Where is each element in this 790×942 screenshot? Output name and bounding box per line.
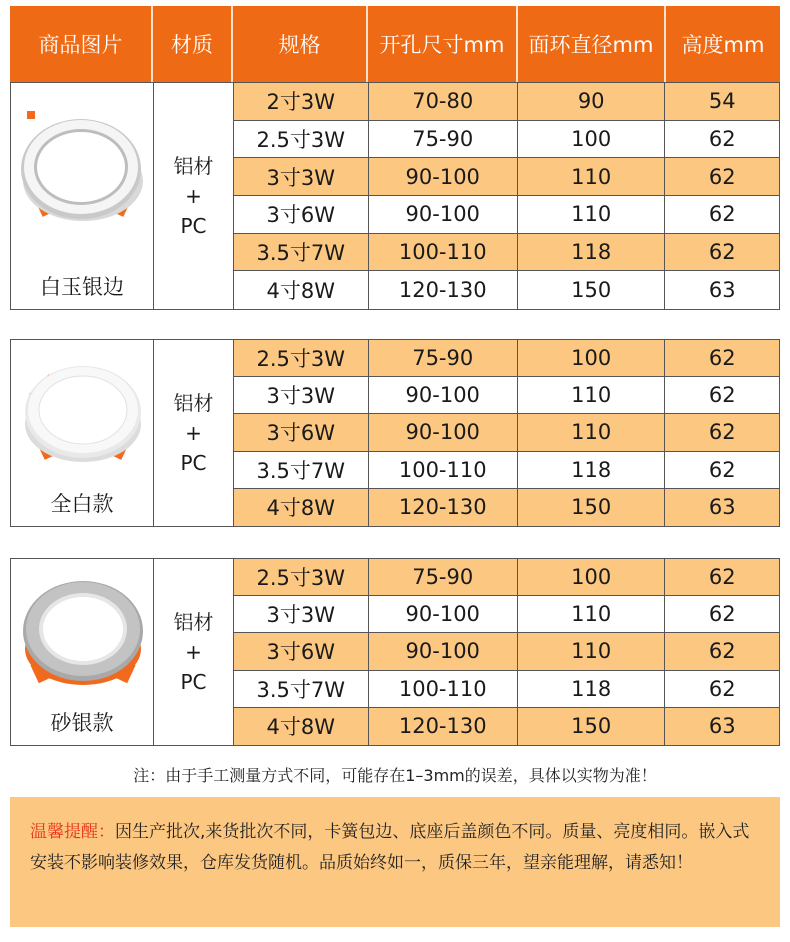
- material-line: +: [185, 640, 202, 664]
- cutout-size-cell: 120-130: [369, 489, 518, 526]
- group-caption: 砂银款: [50, 711, 114, 735]
- ring-diameter-cell: 100: [518, 340, 665, 376]
- cutout-size-cell: 90-100: [369, 596, 518, 632]
- height-cell: 62: [708, 239, 736, 264]
- height-cell: 63: [708, 278, 736, 303]
- group-caption: 全白款: [50, 492, 114, 516]
- product-image-cell: [11, 340, 154, 526]
- spec-cell: 4寸8W: [234, 271, 369, 309]
- material-cell: [154, 83, 234, 309]
- header-cutout-size: 开孔尺寸mm: [368, 6, 518, 82]
- height-cell: 62: [708, 164, 736, 189]
- material-line: PC: [180, 214, 207, 238]
- spec-cell: 3寸6W: [234, 633, 369, 669]
- height-cell: 62: [708, 126, 736, 151]
- ring-diameter-cell: 118: [518, 234, 665, 271]
- spec-cell: 3.5寸7W: [234, 671, 369, 707]
- cutout-size-cell: 100-110: [369, 452, 518, 488]
- table-row: [234, 671, 779, 708]
- ring-diameter-cell: 110: [518, 414, 665, 450]
- spec-rows: [234, 559, 779, 745]
- group-caption: 白玉银边: [40, 275, 124, 299]
- spec-cell: 2寸3W: [234, 83, 369, 120]
- cutout-size-cell: 100-110: [369, 234, 518, 271]
- height-cell: 62: [708, 639, 736, 664]
- height-cell: 63: [708, 714, 736, 739]
- table-header: [10, 6, 780, 82]
- table-row: [234, 196, 779, 234]
- ring-diameter-cell: 150: [518, 489, 665, 526]
- downlight-silver-edge-image: [19, 103, 147, 233]
- cutout-size-cell: 100-110: [369, 671, 518, 707]
- ring-diameter-cell: 110: [518, 196, 665, 233]
- height-cell: 62: [708, 383, 736, 408]
- spec-rows: [234, 83, 779, 309]
- table-row: [234, 234, 779, 272]
- table-row: [234, 559, 779, 596]
- material-line: +: [185, 421, 202, 445]
- spec-cell: 4寸8W: [234, 708, 369, 745]
- table-row: [234, 489, 779, 526]
- spec-cell: 3.5寸7W: [234, 452, 369, 488]
- height-cell: 54: [708, 89, 736, 114]
- spec-cell: 3寸6W: [234, 414, 369, 450]
- ring-diameter-cell: 118: [518, 671, 665, 707]
- height-cell: 62: [708, 457, 736, 482]
- table-row: [234, 633, 779, 670]
- cutout-size-cell: 70-80: [369, 83, 518, 120]
- material-line: +: [185, 184, 202, 208]
- product-group-all-white: [10, 339, 780, 527]
- spec-cell: 3寸3W: [234, 596, 369, 632]
- table-row: [234, 377, 779, 414]
- ring-diameter-cell: 110: [518, 633, 665, 669]
- warm-reminder-label: 温馨提醒：: [30, 822, 115, 842]
- material-line: 铝材: [173, 610, 214, 634]
- spec-cell: 4寸8W: [234, 489, 369, 526]
- table-row: [234, 83, 779, 121]
- product-image-cell: [11, 83, 154, 309]
- header-product-image: 商品图片: [10, 6, 153, 82]
- height-cell: 62: [708, 565, 736, 590]
- cutout-size-cell: 75-90: [369, 559, 518, 595]
- header-spec: 规格: [233, 6, 368, 82]
- ring-diameter-cell: 150: [518, 271, 665, 309]
- table-row: [234, 414, 779, 451]
- table-row: [234, 121, 779, 159]
- spec-cell: 3寸3W: [234, 158, 369, 195]
- table-row: [234, 158, 779, 196]
- spec-cell: 3寸3W: [234, 377, 369, 413]
- cutout-size-cell: 120-130: [369, 708, 518, 745]
- height-cell: 62: [708, 420, 736, 445]
- ring-diameter-cell: 150: [518, 708, 665, 745]
- header-material: 材质: [153, 6, 233, 82]
- table-row: [234, 596, 779, 633]
- header-height: 高度mm: [681, 33, 765, 57]
- height-cell: 62: [708, 676, 736, 701]
- cutout-size-cell: 90-100: [369, 633, 518, 669]
- spec-cell: 2.5寸3W: [234, 121, 369, 158]
- cutout-size-cell: 75-90: [369, 121, 518, 158]
- cutout-size-cell: 90-100: [369, 158, 518, 195]
- ring-diameter-cell: 110: [518, 158, 665, 195]
- table-row: [234, 271, 779, 309]
- table-row: [234, 708, 779, 745]
- ring-diameter-cell: 90: [518, 83, 665, 120]
- height-cell: 62: [708, 202, 736, 227]
- ring-diameter-cell: 110: [518, 596, 665, 632]
- spec-cell: 2.5寸3W: [234, 340, 369, 376]
- ring-diameter-cell: 100: [518, 121, 665, 158]
- measurement-note: 注：由于手工测量方式不同，可能存在1–3mm的误差，具体以实物为准！: [133, 766, 657, 785]
- spec-cell: 2.5寸3W: [234, 559, 369, 595]
- material-line: PC: [180, 670, 207, 694]
- table-row: [234, 452, 779, 489]
- spec-cell: 3.5寸7W: [234, 234, 369, 271]
- table-row: [234, 340, 779, 377]
- cutout-size-cell: 90-100: [369, 414, 518, 450]
- material-line: PC: [180, 451, 207, 475]
- warm-reminder-text: 因生产批次,来货批次不同，卡簧包边、底座后盖颜色不同。质量、亮度相同。嵌入式安装不影响装修效果，仓库发货随机。品质始终如一，质保三年，望亲能理解，请悉知！: [30, 822, 750, 873]
- material-cell: [154, 559, 234, 745]
- warm-reminder-box: [10, 797, 780, 927]
- material-line: 铝材: [173, 391, 214, 415]
- downlight-sand-silver-image: [19, 569, 147, 699]
- cutout-size-cell: 90-100: [369, 377, 518, 413]
- ring-diameter-cell: 110: [518, 377, 665, 413]
- product-group-sand-silver: [10, 558, 780, 746]
- spec-cell: 3寸6W: [234, 196, 369, 233]
- ring-diameter-cell: 118: [518, 452, 665, 488]
- downlight-white-image: [19, 354, 147, 474]
- height-cell: 62: [708, 346, 736, 371]
- material-line: 铝材: [173, 154, 214, 178]
- height-cell: 62: [708, 602, 736, 627]
- height-cell: 63: [708, 495, 736, 520]
- product-group-silver-edge: [10, 82, 780, 310]
- cutout-size-cell: 120-130: [369, 271, 518, 309]
- cutout-size-cell: 75-90: [369, 340, 518, 376]
- ring-diameter-cell: 100: [518, 559, 665, 595]
- header-ring-diameter: 面环直径mm: [518, 6, 666, 82]
- spec-rows: [234, 340, 779, 526]
- material-cell: [154, 340, 234, 526]
- cutout-size-cell: 90-100: [369, 196, 518, 233]
- product-image-cell: [11, 559, 154, 745]
